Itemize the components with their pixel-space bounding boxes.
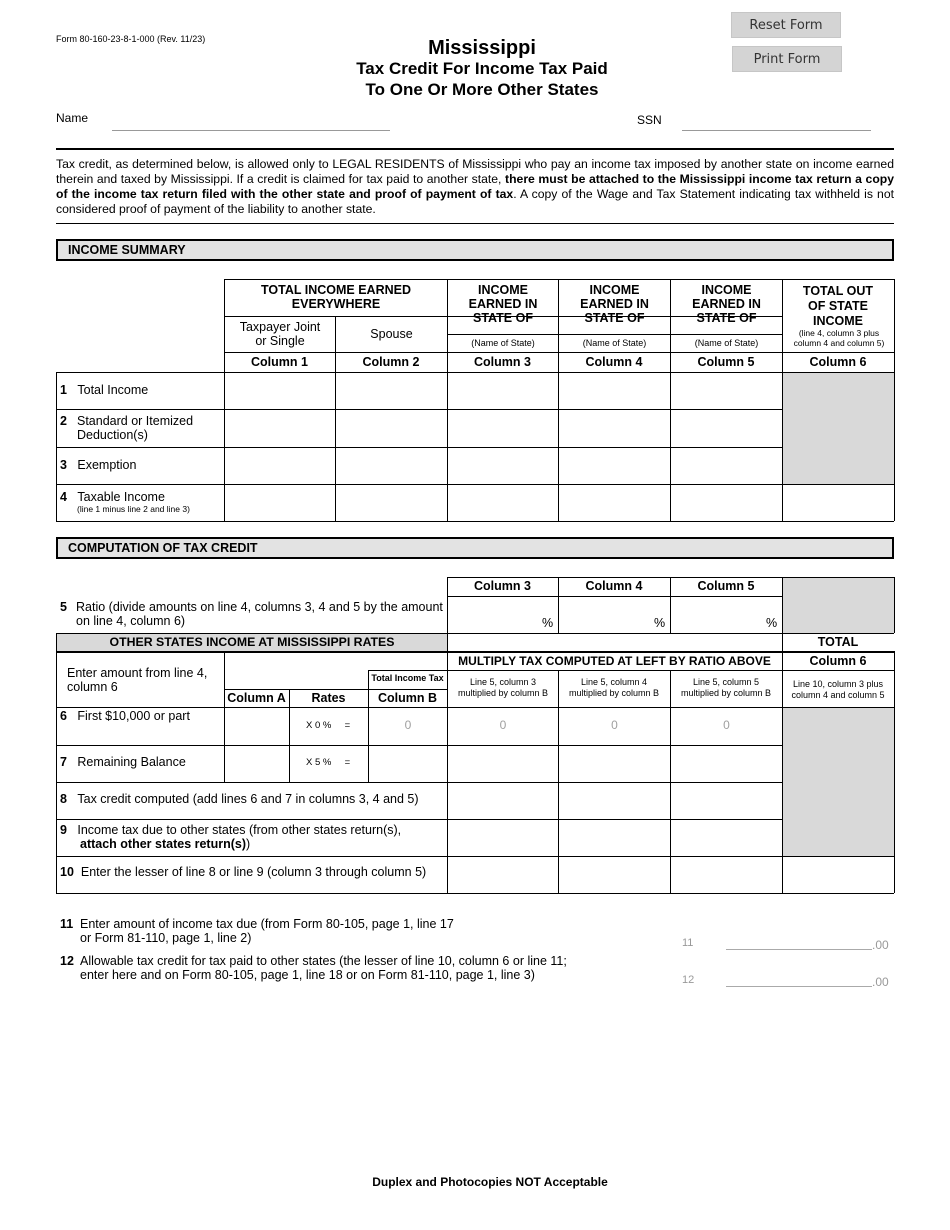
line11-cents: .00 (872, 938, 889, 952)
line-3-label (60, 458, 136, 472)
name-of-state-3: (Name of State) (471, 338, 535, 348)
line-note: (line 1 minus line 2 and line 3) (77, 504, 190, 514)
line-number: 6 (60, 709, 67, 723)
mult-note-5: Line 5, column 5 multiplied by column B (680, 677, 772, 698)
input-cell[interactable] (225, 373, 335, 409)
line11-amount-field[interactable] (726, 936, 872, 950)
hdr-total-out-note: (line 4, column 3 plus column 4 and column 5) (793, 328, 885, 348)
line7-column-a-input[interactable] (225, 746, 289, 782)
percent-sign: % (654, 616, 666, 630)
column-2-label: Column 2 (362, 355, 420, 369)
state-name-input-5[interactable] (671, 317, 782, 334)
line-number: 10 (60, 865, 74, 879)
income-summary-header: INCOME SUMMARY (56, 239, 894, 261)
line9-close: ) (246, 837, 251, 851)
percent-sign: % (766, 616, 778, 630)
line-8-label (60, 792, 419, 806)
divider (56, 223, 894, 224)
field-11-label: 11 (682, 937, 694, 949)
comp-column-3: Column 3 (474, 579, 531, 593)
total-header: TOTAL (817, 635, 859, 649)
line-number: 3 (60, 458, 67, 472)
rate-text: X 5 % (306, 757, 332, 768)
line-text: Enter the lesser of line 8 or line 9 (column 3 through column 5) (80, 865, 427, 879)
line-text: Allowable tax credit for tax paid to other states (the lesser of line 10, column 6 or line 11; (80, 954, 567, 968)
line7-col5-input[interactable] (671, 746, 782, 782)
state-name-input-4[interactable] (559, 317, 670, 334)
field-12-label: 12 (682, 974, 695, 986)
line10-col5-input[interactable] (671, 857, 782, 893)
line10-col6-input[interactable] (783, 857, 894, 893)
hdr-state-of-5: INCOME EARNED IN STATE OF (692, 283, 761, 325)
title-line3: To One Or More Other States (365, 80, 599, 99)
ssn-field[interactable] (682, 116, 871, 131)
line7-rate (306, 757, 350, 768)
line6-col4-value[interactable]: 0 (611, 718, 618, 732)
column-b-label: Column B (377, 691, 438, 705)
line-number: 5 (60, 600, 67, 614)
line-9-label (60, 823, 401, 851)
equals-sign: = (344, 757, 351, 768)
name-of-state-4: (Name of State) (582, 338, 647, 348)
column-3-label: Column 3 (474, 355, 531, 369)
form-id: Form 80-160-23-8-1-000 (Rev. 11/23) (56, 34, 206, 44)
line-number: 8 (60, 792, 67, 806)
line-text: or Form 81-110, page 1, line 2) (80, 931, 252, 945)
line-number: 7 (60, 755, 67, 769)
line-2-label (60, 414, 217, 442)
hdr-total-everywhere: TOTAL INCOME EARNED EVERYWHERE (260, 283, 411, 311)
line-12-label (60, 954, 567, 982)
line8-col3-input[interactable] (448, 783, 558, 819)
line8-col4-input[interactable] (559, 783, 670, 819)
line9-col5-input[interactable] (671, 820, 782, 856)
line-number: 12 (60, 954, 74, 968)
column-6-label: Column 6 (809, 355, 867, 369)
input-cell[interactable] (448, 373, 558, 409)
name-label: Name (56, 111, 89, 125)
taxpayer-label: Taxpayer Joint or Single (239, 320, 321, 348)
line-1-label (60, 383, 148, 397)
rates-label: Rates (311, 691, 346, 705)
comp-column-4: Column 4 (585, 579, 643, 593)
line-text: Total Income (77, 383, 149, 397)
line-text: First $10,000 or part (77, 709, 190, 723)
line-text: Remaining Balance (77, 755, 186, 769)
line-number: 11 (60, 917, 74, 931)
line-text: Taxable Income (77, 490, 165, 504)
input-cell[interactable] (336, 373, 447, 409)
line-text: Exemption (77, 458, 137, 472)
line-number: 4 (60, 490, 67, 504)
name-field[interactable] (112, 116, 390, 131)
col6-lines6-9-shaded (783, 708, 894, 856)
state-name-input-3[interactable] (448, 317, 558, 334)
line-text: enter here and on Form 80-105, page 1, line 18 or on Form 81-110, page 1, line 3) (80, 968, 535, 982)
line10-col4-input[interactable] (559, 857, 670, 893)
line7-col3-input[interactable] (448, 746, 558, 782)
spouse-label: Spouse (370, 327, 413, 341)
print-form-button[interactable]: Print Form (732, 46, 842, 72)
line9-col3-input[interactable] (448, 820, 558, 856)
line6-rate (306, 720, 350, 731)
line-6-label (60, 709, 190, 723)
multiply-header: MULTIPLY TAX COMPUTED AT LEFT BY RATIO ABOVE (458, 654, 771, 668)
title-line2: Tax Credit For Income Tax Paid (356, 59, 608, 78)
computation-header: COMPUTATION OF TAX CREDIT (56, 537, 894, 559)
column-1-label: Column 1 (251, 355, 308, 369)
rate-text: X 0 % (306, 720, 332, 731)
line12-cents: .00 (872, 975, 889, 989)
line-number: 1 (60, 383, 67, 397)
line6-column-a-input[interactable] (225, 708, 289, 745)
line6-col3-value[interactable]: 0 (499, 718, 507, 732)
line6-col5-value[interactable]: 0 (723, 718, 730, 732)
column-4-label: Column 4 (585, 355, 643, 369)
column-a-label: Column A (227, 691, 286, 705)
percent-sign: % (542, 616, 554, 630)
line8-col5-input[interactable] (671, 783, 782, 819)
divider (56, 148, 894, 150)
mult-note-4: Line 5, column 4 multiplied by column B (568, 677, 660, 698)
col6-note: Line 10, column 3 plus column 4 and column 5 (791, 679, 885, 700)
line9-col4-input[interactable] (559, 820, 670, 856)
line-text: Enter amount of income tax due (from Form 80-105, page 1, line 17 (80, 917, 454, 931)
input-cell[interactable] (671, 373, 782, 409)
enter-amount-label: Enter amount from line 4, column 6 (67, 666, 208, 694)
line-text: Income tax due to other states (from other states return(s), (77, 823, 402, 837)
line-text: Tax credit computed (add lines 6 and 7 in columns 3, 4 and 5) (77, 792, 419, 806)
input-cell[interactable] (783, 485, 894, 521)
comp-column-6: Column 6 (809, 654, 867, 668)
intro-part2: . A copy of the Wage and Tax Statement indicating tax withheld is not considered proof of payment of the liability to another state. (56, 187, 894, 216)
intro-text (56, 157, 894, 217)
other-states-header-label: OTHER STATES INCOME AT MISSISSIPPI RATES (109, 635, 395, 649)
reset-form-button[interactable]: Reset Form (731, 12, 841, 38)
comp-column-5: Column 5 (697, 579, 755, 593)
ssn-label: SSN (637, 113, 662, 127)
line-text: Standard or Itemized Deduction(s) (77, 414, 194, 442)
intro-bold: there must be attached to the Mississippi income tax return a copy of the income tax return filed with the other state and proof of payment of tax (56, 172, 894, 201)
line-number: 2 (60, 414, 67, 428)
footer-note: Duplex and Photocopies NOT Acceptable (372, 1175, 608, 1189)
line7-col4-input[interactable] (559, 746, 670, 782)
line9-attach: attach other states return(s) (80, 837, 247, 851)
title-state: Mississippi (428, 37, 536, 59)
line-11-label (60, 917, 454, 945)
hdr-state-of-3: INCOME EARNED IN STATE OF (468, 283, 538, 325)
hdr-total-out: TOTAL OUT OF STATE INCOME (802, 284, 874, 328)
line7-column-b-input[interactable] (369, 746, 447, 782)
line6-column-b-value[interactable]: 0 (404, 718, 412, 732)
line10-col3-input[interactable] (448, 857, 558, 893)
line5-col6-shaded (783, 578, 894, 633)
line-10-label (60, 865, 426, 879)
line12-amount-field[interactable] (726, 973, 872, 987)
total-income-tax-label: Total Income Tax (371, 673, 444, 683)
hdr-state-of-4: INCOME EARNED IN STATE OF (580, 283, 649, 325)
column-5-label: Column 5 (697, 355, 755, 369)
input-cell[interactable] (559, 373, 670, 409)
line-number: 9 (60, 823, 67, 837)
line-5-label (60, 600, 445, 628)
line-4-label (60, 490, 190, 514)
name-of-state-5: (Name of State) (694, 338, 759, 348)
line-7-label (60, 755, 186, 769)
col6-shaded (783, 373, 894, 484)
intro-part1: Tax credit, as determined below, is allowed only to LEGAL RESIDENTS of Mississippi who pay an income tax imposed by another state on income earned therein and taxed by Mississippi. If a credit is claimed for tax paid to another state, (56, 157, 894, 186)
equals-sign: = (344, 720, 351, 731)
line-text: Ratio (divide amounts on line 4, columns 3, 4 and 5 by the amount on line 4, column 6) (76, 600, 443, 628)
mult-note-3: Line 5, column 3 multiplied by column B (457, 677, 549, 698)
